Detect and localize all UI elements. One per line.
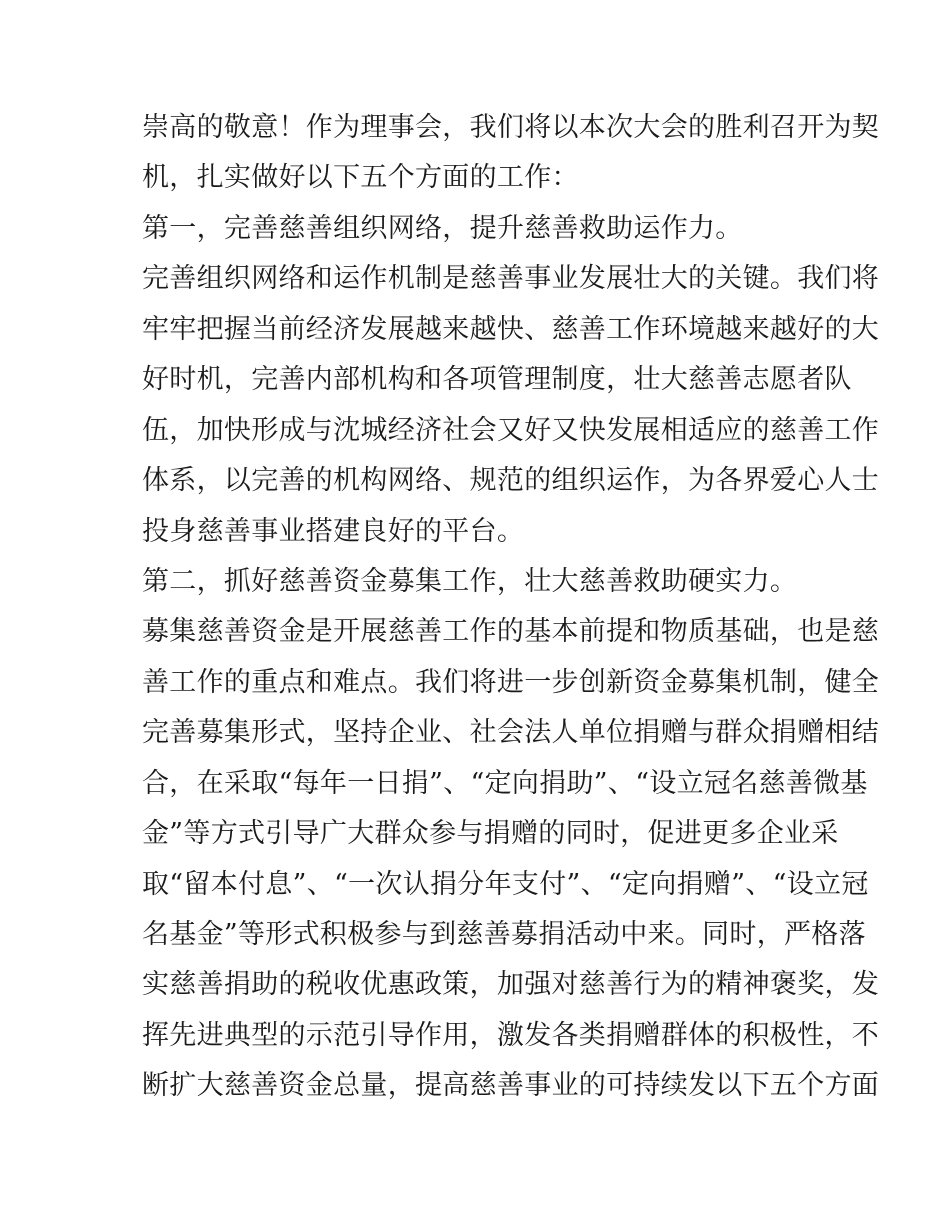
document-body xyxy=(142,103,880,1112)
text-line: 实慈善捐助的税收优惠政策，加强对慈善行为的精神褒奖，发 xyxy=(142,969,880,1001)
text-line: 牢牢把握当前经济发展越来越快、慈善工作环境越来越好的大 xyxy=(142,313,880,345)
text-line: 断扩大慈善资金总量，提高慈善事业的可持续发以下五个方面 xyxy=(142,1070,880,1102)
text-line: 崇高的敬意！作为理事会，我们将以本次大会的胜利召开为契 xyxy=(142,112,880,143)
text-line: 机，扎实做好以下五个方面的工作： xyxy=(142,162,579,194)
text-line: 募集慈善资金是开展慈善工作的基本前提和物质基础，也是慈 xyxy=(142,616,880,648)
text-line: 挥先进典型的示范引导作用，激发各类捐赠群体的积极性，不 xyxy=(142,1019,880,1051)
text-line: 投身慈善事业搭建良好的平台。 xyxy=(142,515,525,547)
text-line: 伍，加快形成与沈城经济社会又好又快发展相适应的慈善工作 xyxy=(142,414,880,446)
text-line: 完善募集形式，坚持企业、社会法人单位捐赠与群众捐赠相结 xyxy=(142,717,880,749)
section-heading-1: 第一，完善慈善组织网络，提升慈善救助运作力。 xyxy=(142,212,743,244)
text-line: 完善组织网络和运作机制是慈善事业发展壮大的关键。我们将 xyxy=(142,263,880,295)
text-line: 好时机，完善内部机构和各项管理制度，壮大慈善志愿者队 xyxy=(142,364,852,396)
text-line: 名基金”等形式积极参与到慈善募捐活动中来。同时，严格落 xyxy=(142,919,866,950)
text-line: 取“留本付息”、“一次认捐分年支付”、“定向捐赠”、“设立冠 xyxy=(142,868,869,900)
section-heading-2: 第二，抓好慈善资金募集工作，壮大慈善救助硬实力。 xyxy=(142,565,798,597)
text-line: 金”等方式引导广大群众参与捐赠的同时，促进更多企业采 xyxy=(142,818,839,850)
text-line: 体系，以完善的机构网络、规范的组织运作，为各界爱心人士 xyxy=(142,465,880,497)
text-line: 合，在采取“每年一日捐”、“定向捐助”、“设立冠名慈善微基 xyxy=(142,767,868,799)
text-line: 善工作的重点和难点。我们将进一步创新资金募集机制，健全 xyxy=(142,666,880,698)
